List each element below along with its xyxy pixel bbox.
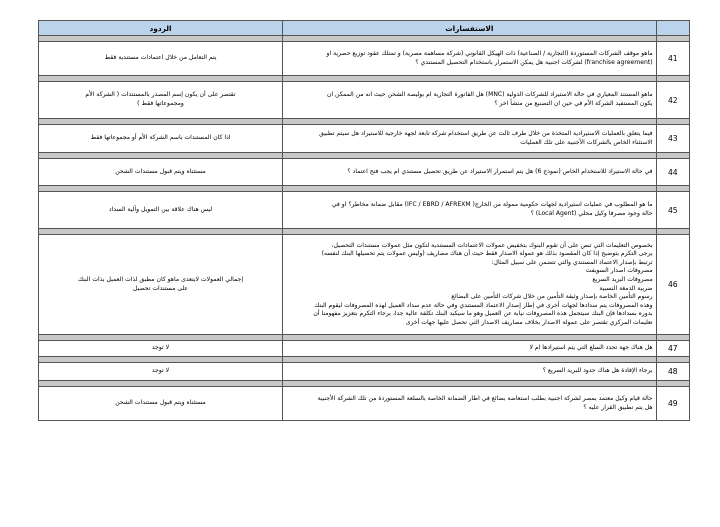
answer-line: ليس هناك علاقة بين التمويل وآلية السداد xyxy=(108,205,213,213)
question-line: مصروفات البريد السريع xyxy=(592,275,653,283)
row-number: 48 xyxy=(656,363,689,381)
row-number: 41 xyxy=(656,42,689,76)
row-number: 46 xyxy=(656,235,689,335)
answer-line: مستثناه ويتم قبول مستندات الشحن xyxy=(115,167,206,175)
row-number: 43 xyxy=(656,125,689,153)
answer-line: يتم التعامل من خلال اعتمادات مستندية فقط xyxy=(104,54,217,62)
question-cell xyxy=(283,42,657,76)
row-number: 47 xyxy=(656,341,689,357)
table-row xyxy=(39,235,690,335)
question-line: ماهو المستند المعياري في حالة الاستيراد للشركات الدولية (MNC) هل الفاتورة التجارية ام بوليصة الشحن حيث انه من الممكن ان xyxy=(326,91,653,99)
header-answers: الردود xyxy=(39,21,283,36)
question-line: مصروفات اصدار السويفت xyxy=(585,267,653,275)
row-number: 44 xyxy=(656,159,689,186)
answer-cell xyxy=(39,363,283,381)
question-line: ترتبط بإصدار الاعتماد المستندي والتي تتضمن على سبيل المثال: xyxy=(491,258,653,266)
question-line: يرجى التكرم بتوضيح إذا كان المقصود بذلك هو عمولة الاصدار فقط حيث أن هناك مصاريف (وليس عمولات يتم تحصيلها البنك لنفسه) xyxy=(321,250,653,258)
question-line: هل هناك جهة تحدد السلع التي يتم استيرادها ام لا xyxy=(529,344,653,352)
answer-cell xyxy=(39,235,283,335)
answer-line: لا توجد xyxy=(151,367,170,375)
answer-cell xyxy=(39,159,283,186)
table-row xyxy=(39,159,690,186)
question-line: برجاء الإفادة هل هناك حدود للبريد السريع ؟ xyxy=(542,367,653,375)
question-cell xyxy=(283,341,657,357)
answer-line: مستثناه ويتم قبول مستندات الشحن xyxy=(115,399,206,407)
question-line: ضريبة الدمغة النسبية xyxy=(599,284,653,292)
answer-cell xyxy=(39,125,283,153)
question-cell xyxy=(283,363,657,381)
question-cell xyxy=(283,125,657,153)
table-row xyxy=(39,82,690,119)
table-row xyxy=(39,42,690,76)
question-cell xyxy=(283,235,657,335)
answer-line: ومجموعاتها فقط ) xyxy=(137,100,184,107)
table-row xyxy=(39,341,690,357)
question-line: فيما يتعلق بالعمليات الاستيرادية المتخذة من خلال طرف ثالث عن طريق استخدام شركة تابعة لجهة خارجية للاستيراد هل سيتم تطبيق xyxy=(319,129,653,137)
row-number: 42 xyxy=(656,82,689,119)
question-cell xyxy=(283,159,657,186)
question-line: رسوم التأمين الخاصة بإصدار وثيقة التأمين من خلال شركات التأمين على البضائع xyxy=(451,293,653,301)
header-row xyxy=(39,21,690,36)
question-line: حالة وجود مصرفا وكيل محلي (Local Agent) ؟ xyxy=(530,210,653,217)
question-line: في حالة الاستيراد للاستخدام الخاص (نموذج 6) هل يتم استمرار الاستيراد عن طريق تحصيل مستندي ام يجب فتح اعتماد ؟ xyxy=(347,167,653,175)
question-line: بدوره بسدادها فإن البنك سيتحمل هذه المصروفات نيابة عن العميل وهو ما سيكبد البنك تكلفة عالية جدا، برجاء التكرم بتعزيز مفهومنا أن xyxy=(313,310,653,318)
question-line: وهذه المصروفات يتم سدادها لجهات أخرى في إطار إصدار الاعتماد المستندي وفي حالة عدم سداد العميل لهذه المصروفات ليقوم البنك xyxy=(314,301,653,309)
answer-cell xyxy=(39,82,283,119)
row-number: 45 xyxy=(656,192,689,229)
question-line: يكون المستفيد الشركة الأم في حين ان التصنيع من منشأ اخر ؟ xyxy=(494,100,653,107)
question-line: تعليمات المركزي تقتصر على عمولة الاصدار بخلاف مصاريف الاصدار التي تحصل عليها جهات أخرى xyxy=(405,318,653,326)
question-line: حالة قيام وكيل معتمد بمصر لشركة اجنبية بطلب استعاضة بضائع في اطار الضمانة الخاصة بالسلعة المستوردة من تلك الشركة الأجنبية xyxy=(317,394,653,402)
question-line: هل يتم تطبيق القرار عليه ؟ xyxy=(583,403,653,411)
answer-line: اذا كان المستندات باسم الشركة الأم أو مجموعاتها فقط xyxy=(90,134,231,142)
question-line: ماهو موقف الشركات المستوردة (التجارية / الصناعية) ذات الهيكل القانوني (شركة مساهمة مصرية) و تمتلك عقود توزيع حصرية او xyxy=(326,49,653,57)
question-line: الاستثناء الخاص بالشركات الأجنبية على تلك العمليات xyxy=(520,138,653,146)
table-row xyxy=(39,192,690,229)
answer-cell xyxy=(39,192,283,229)
header-questions: الاستفسارات xyxy=(283,21,657,36)
question-line: ما هو المطلوب في عمليات استيرادية لجهات حكومية ممولة من الخارج( IFC / EBRD / AFREXM) مقابل ضمانة مخاطر؟ او في xyxy=(331,201,653,209)
answer-line: لا توجد xyxy=(151,344,170,352)
question-cell xyxy=(283,82,657,119)
answer-cell xyxy=(39,387,283,421)
table-row xyxy=(39,363,690,381)
answer-cell xyxy=(39,341,283,357)
header-number xyxy=(656,21,689,36)
row-number: 49 xyxy=(656,387,689,421)
table-row xyxy=(39,125,690,153)
question-line: بخصوص التعليمات التي تنص على أن تقوم البنوك بتخفيض عمولات الاعتمادات المستندية لتكون مثل عمولات مستندات التحصيل، xyxy=(331,241,653,249)
faq-table xyxy=(38,20,690,421)
table-row xyxy=(39,387,690,421)
answer-line: تقتصر على أن يكون إسم المصدر بالمستندات ( الشركة الأم xyxy=(85,91,236,99)
question-line: (franchise agreement) لشركات اجنبية هل يمكن الاستمرار باستخدام التحصيل المستندي ؟ xyxy=(415,58,653,66)
question-cell xyxy=(283,192,657,229)
answer-line: إجمالي العمولات لايتعدى ماهو كان مطبق لذات العميل بذات البنك xyxy=(77,275,244,283)
table-body xyxy=(39,36,690,421)
faq-table-sheet xyxy=(38,20,690,520)
answer-cell xyxy=(39,42,283,76)
answer-line: على مستندات تحصيل xyxy=(133,284,188,292)
question-cell xyxy=(283,387,657,421)
